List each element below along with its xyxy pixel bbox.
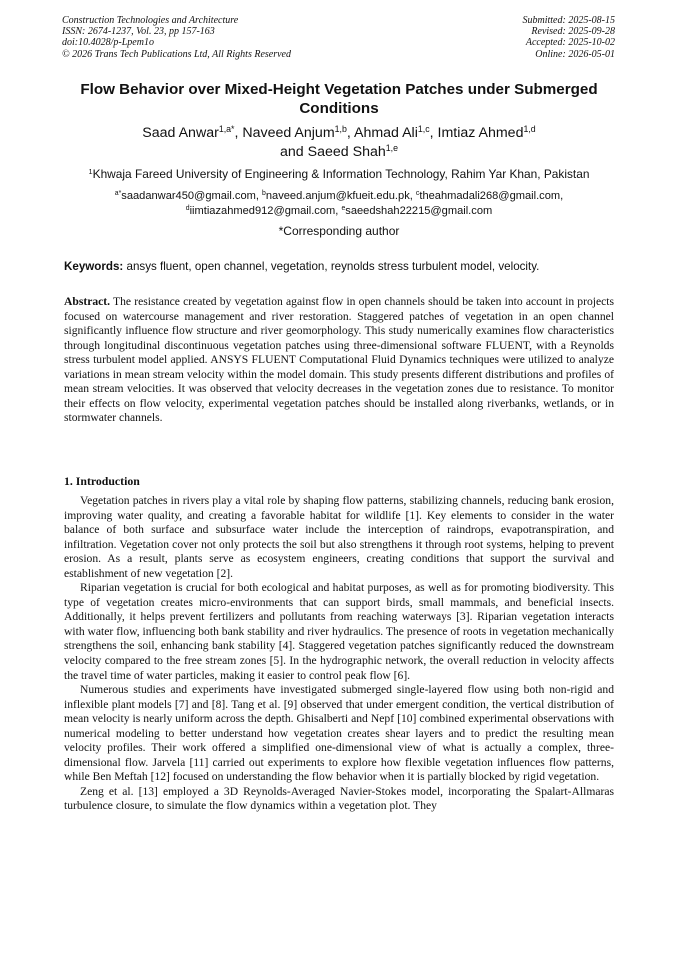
- author-sep: ,: [234, 125, 243, 141]
- email-link[interactable]: theahmadali268@gmail.com: [419, 190, 561, 202]
- journal-header-left: [62, 15, 291, 60]
- paragraph: Vegetation patches in rivers play a vital role by shaping flow patterns, stabilizing channels, reducing bank erosion, improving water quality, and creating a favorable habitat for wildlife [1]. Key elements to consider in the water balance of both surface and subsurface water include the interception of raindrops, evapotranspiration, and infiltration. Vegetation cover not only protects the soil but also strengthens it through root systems, helping to prevent erosion. As a result, plants serve as ecosystem engineers, creating conditions that support the survival and establishment of new vegetation [2].: [64, 494, 614, 580]
- abstract-label: Abstract.: [64, 295, 111, 308]
- author-sup: 1,a*: [218, 124, 235, 135]
- revised-date: Revised: 2025-09-28: [531, 26, 615, 38]
- paper-title: Flow Behavior over Mixed-Height Vegetation Patches under Submerged Conditions: [80, 81, 598, 117]
- email-list: $^{a*}$saadanwar450@gmail.com, $^b$naveed.anjum@kfueit.edu.pk, $^c$theahmadali268@gmail.com, $^d$iimtiazahmed912@gmail.com, $^e$saeedshah22215@gmail.com: [114, 190, 564, 217]
- email-sup: a*: [114, 190, 122, 198]
- keywords-label: Keywords:: [64, 260, 124, 273]
- paragraph: Zeng et al. [13] employed a 3D Reynolds-Averaged Navier-Stokes model, incorporating the Spalart-Allmaras turbulence closure, to simulate the flow dynamics within a vegetation plot. They: [64, 784, 614, 813]
- email-sup: e: [341, 204, 346, 212]
- author-sup: 1,c: [417, 124, 430, 135]
- keywords-text: ansys fluent, open channel, vegetation, reynolds stress turbulent model, velocity.: [123, 260, 540, 273]
- corresponding-author-note: *Corresponding author: [278, 224, 400, 238]
- author-list: [60, 124, 618, 161]
- author-sep: ,: [429, 125, 438, 141]
- journal-header-right: [523, 15, 616, 60]
- author-name: Naveed Anjum: [242, 125, 335, 141]
- keywords: [64, 260, 624, 274]
- affiliation-text: Khwaja Fareed University of Engineering & Information Technology, Rahim Yar Khan, Pakistan: [92, 167, 590, 181]
- journal-name: Construction Technologies and Architecture: [62, 15, 239, 26]
- author-sup: 1,e: [385, 142, 398, 153]
- author-sup: 1,d: [523, 124, 536, 135]
- section-heading: 1. Introduction: [64, 474, 140, 488]
- email-link[interactable]: saeedshah22215@gmail.com: [345, 204, 493, 217]
- email-sup: b: [262, 190, 266, 198]
- author-name: Saad Anwar: [142, 125, 219, 141]
- copyright: © 2026 Trans Tech Publications Ltd, All Rights Reserved: [62, 48, 291, 60]
- email-link[interactable]: naveed.anjum@kfueit.edu.pk: [265, 190, 410, 202]
- author-sup: 1,b: [334, 124, 347, 135]
- email-link[interactable]: iimtiazahmed912@gmail.com: [189, 204, 336, 217]
- author-sep: ,: [346, 125, 354, 141]
- issn: ISSN: 2674-1237, Vol. 23, pp 157-163: [62, 26, 215, 38]
- online-date: Online: 2026-05-01: [535, 48, 615, 60]
- affiliation-sup: 1: [88, 166, 93, 176]
- paragraph: Riparian vegetation is crucial for both ecological and habitat purposes, as well as for promoting biodiversity. This type of vegetation creates micro-environments that can support birds, small mammals, and beneficial insects. Additionally, it helps prevent fertilizers and pollutants from reaching waterways [3]. Riparian vegetation interacts with water flow, influencing both bank stability and river hydraulics. The presence of roots in vegetation mechanically strengthens the soil, enhancing bank stability [4]. Staggered vegetation patches significantly reduced the downstream velocity compared to the free stream zones [5]. In the hydrographic network, the overall reduction in velocity affects the travel time of water particles, making it easier to control peak flow [6].: [64, 581, 614, 682]
- doi: doi:10.4028/p-Lpem1o: [62, 37, 154, 49]
- author-name: Saeed Shah: [307, 143, 386, 160]
- abstract-text: The resistance created by vegetation against flow in open channels should be taken into account in projects focused on watercourse management and river restoration. Staggered patches of vegetation in an open channel significantly influence flow structure and river geomorphology. This study numerically examines flow characteristics through longitudinal discontinuous vegetation patches using three-dimensional software FLUENT, with a Reynolds stress turbulent model applied. ANSYS FLUENT Computational Fluid Dynamics techniques were utilized to analyze variations in mean stream velocity within the model domain. This study presents different distributions and profiles of mean stream velocities. It was observed that velocity decreases in the vegetation zones due to resistance. To monitor their effects on flow velocity, experimental vegetation patches should be installed along riverbanks, wetlands, or in stormwater channels.: [64, 295, 614, 425]
- affiliation: [40, 167, 638, 181]
- author-name: Ahmad Ali: [353, 125, 418, 141]
- author-name: Imtiaz Ahmed: [437, 125, 524, 141]
- introduction-body: [64, 494, 614, 814]
- email-sup: d: [185, 204, 190, 212]
- email-sup: c: [415, 190, 420, 198]
- submitted-date: Submitted: 2025-08-15: [522, 15, 615, 26]
- accepted-date: Accepted: 2025-10-02: [525, 37, 615, 49]
- paragraph: Numerous studies and experiments have investigated submerged single-layered flow using both non-rigid and inflexible plant models [7] and [8]. Tang et al. [9] observed that under emergent condition, the vertical distribution of mean velocity is nearly uniform across the depth. Ghisalberti and Nepf [10] combined experimental observations with numerical modeling to better understand how vegetation creates shear layers and to predict the resulting mean velocity profiles. Their work offered a simplified one-dimensional view of what is actually a complex, three-dimensional flow. Jarvela [11] carried out experiments to explore how flexible vegetation influences flow patterns, while Ben Meftah [12] focused on understanding the flow behavior when it is partially blocked by rigid vegetation.: [64, 683, 614, 784]
- abstract: [64, 295, 614, 426]
- email-link[interactable]: saadanwar450@gmail.com: [121, 190, 256, 202]
- author-and: and: [280, 143, 308, 160]
